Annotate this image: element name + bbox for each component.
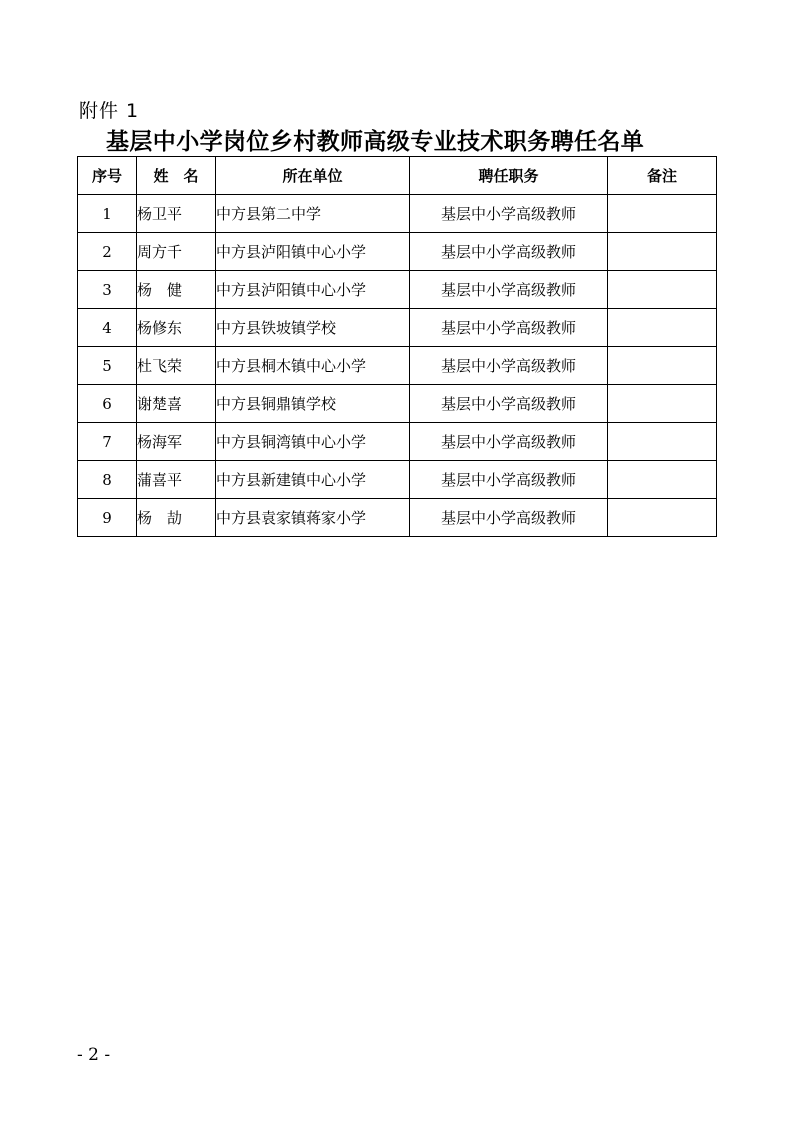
table-header-row — [78, 157, 717, 195]
cell-unit: 中方县袁家镇蒋家小学 — [216, 499, 410, 537]
cell-position: 基层中小学高级教师 — [410, 423, 608, 461]
table-row — [78, 233, 717, 271]
cell-unit: 中方县铜鼎镇学校 — [216, 385, 410, 423]
cell-name: 杨修东 — [137, 309, 216, 347]
cell-position: 基层中小学高级教师 — [410, 271, 608, 309]
cell-unit: 中方县第二中学 — [216, 195, 410, 233]
appointment-table — [77, 156, 717, 537]
cell-remark — [608, 423, 717, 461]
cell-unit: 中方县铁坡镇学校 — [216, 309, 410, 347]
table-row — [78, 499, 717, 537]
cell-position: 基层中小学高级教师 — [410, 309, 608, 347]
cell-serial-number: 3 — [78, 271, 137, 309]
cell-remark — [608, 271, 717, 309]
cell-unit: 中方县泸阳镇中心小学 — [216, 271, 410, 309]
table-row — [78, 195, 717, 233]
cell-unit: 中方县泸阳镇中心小学 — [216, 233, 410, 271]
cell-name: 周方千 — [137, 233, 216, 271]
cell-name: 杨 劼 — [137, 499, 216, 537]
cell-remark — [608, 309, 717, 347]
header-name: 姓 名 — [137, 157, 216, 195]
cell-position: 基层中小学高级教师 — [410, 461, 608, 499]
table-row — [78, 461, 717, 499]
cell-name: 杨海军 — [137, 423, 216, 461]
cell-remark — [608, 499, 717, 537]
header-unit: 所在单位 — [216, 157, 410, 195]
header-remark: 备注 — [608, 157, 717, 195]
cell-name: 杨卫平 — [137, 195, 216, 233]
table-row — [78, 271, 717, 309]
header-serial-number: 序号 — [78, 157, 137, 195]
table-row — [78, 309, 717, 347]
cell-serial-number: 1 — [78, 195, 137, 233]
cell-serial-number: 4 — [78, 309, 137, 347]
cell-position: 基层中小学高级教师 — [410, 385, 608, 423]
cell-remark — [608, 461, 717, 499]
cell-serial-number: 9 — [78, 499, 137, 537]
cell-position: 基层中小学高级教师 — [410, 195, 608, 233]
cell-unit: 中方县桐木镇中心小学 — [216, 347, 410, 385]
cell-name: 杨 健 — [137, 271, 216, 309]
cell-position: 基层中小学高级教师 — [410, 347, 608, 385]
cell-remark — [608, 385, 717, 423]
page-number: - 2 - — [77, 1045, 111, 1065]
cell-remark — [608, 347, 717, 385]
document-title: 基层中小学岗位乡村教师高级专业技术职务聘任名单 — [106, 129, 645, 155]
cell-name: 谢楚喜 — [137, 385, 216, 423]
cell-serial-number: 5 — [78, 347, 137, 385]
cell-remark — [608, 195, 717, 233]
cell-serial-number: 8 — [78, 461, 137, 499]
attachment-label: 附件 1 — [79, 100, 140, 122]
table-row — [78, 347, 717, 385]
cell-unit: 中方县新建镇中心小学 — [216, 461, 410, 499]
cell-name: 蒲喜平 — [137, 461, 216, 499]
cell-name: 杜飞荣 — [137, 347, 216, 385]
cell-remark — [608, 233, 717, 271]
header-position: 聘任职务 — [410, 157, 608, 195]
cell-unit: 中方县铜湾镇中心小学 — [216, 423, 410, 461]
table-row — [78, 423, 717, 461]
cell-serial-number: 2 — [78, 233, 137, 271]
cell-position: 基层中小学高级教师 — [410, 233, 608, 271]
cell-position: 基层中小学高级教师 — [410, 499, 608, 537]
cell-serial-number: 6 — [78, 385, 137, 423]
table-row — [78, 385, 717, 423]
cell-serial-number: 7 — [78, 423, 137, 461]
